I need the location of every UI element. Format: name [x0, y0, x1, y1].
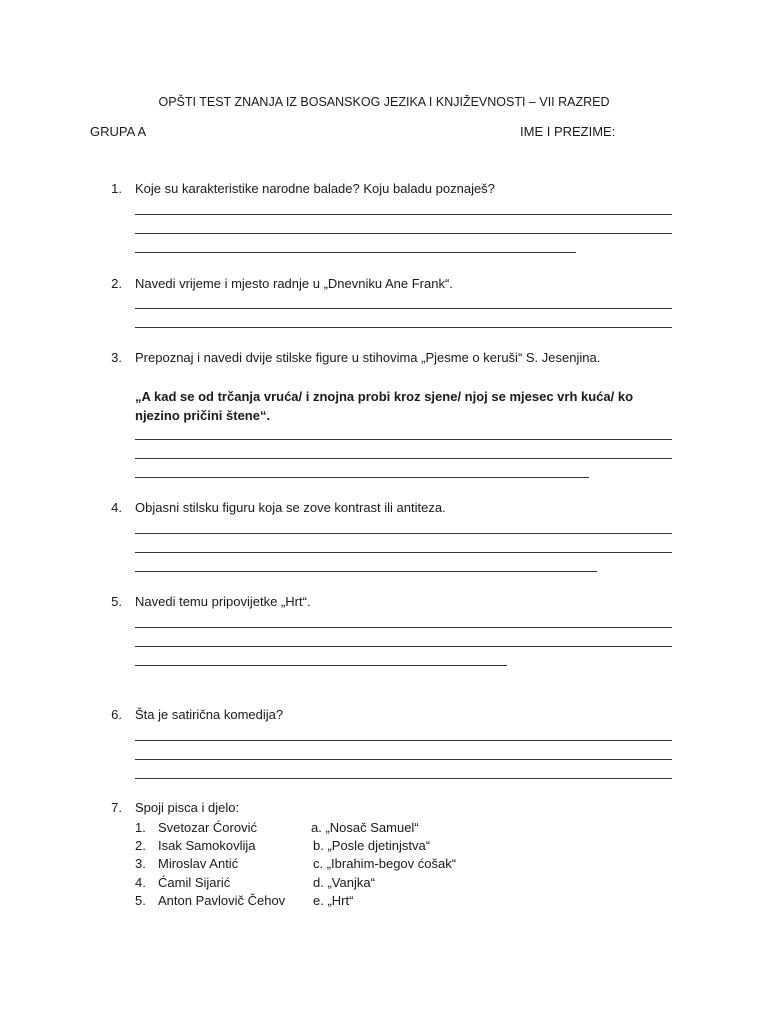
- question-3-number: 3.: [111, 350, 122, 365]
- author-number: 3.: [135, 856, 146, 871]
- question-2-number: 2.: [111, 276, 122, 291]
- author-name: Anton Pavlovič Čehov: [158, 893, 286, 908]
- question-4-text: Objasni stilsku figuru koja se zove kontrast ili antiteza.: [135, 500, 446, 515]
- answer-line[interactable]: [135, 327, 672, 328]
- answer-line[interactable]: [135, 552, 672, 553]
- answer-line[interactable]: [135, 740, 672, 741]
- answer-line[interactable]: [135, 252, 576, 253]
- group-label: GRUPA A: [90, 124, 147, 139]
- author-number: 1.: [135, 820, 146, 835]
- author-name: Isak Samokovlija: [158, 838, 256, 853]
- answer-line[interactable]: [135, 533, 672, 534]
- question-7-text: Spoji pisca i djelo:: [135, 800, 240, 815]
- work-title: c. „Ibrahim-begov ćošak“: [313, 856, 457, 871]
- author-name: Svetozar Ćorović: [158, 820, 257, 835]
- question-4-number: 4.: [111, 500, 122, 515]
- work-title: a. „Nosač Samuel“: [311, 820, 419, 835]
- name-label: IME I PREZIME:: [520, 124, 616, 139]
- answer-line[interactable]: [135, 759, 672, 760]
- author-name: Miroslav Antić: [158, 856, 239, 871]
- question-7-number: 7.: [111, 800, 122, 815]
- work-title: e. „Hrt“: [313, 893, 354, 908]
- answer-line[interactable]: [135, 646, 672, 647]
- question-5-number: 5.: [111, 594, 122, 609]
- answer-line[interactable]: [135, 214, 672, 215]
- question-3-text: Prepoznaj i navedi dvije stilske figure u stihovima „Pjesme o keruši“ S. Jesenjina.: [135, 350, 601, 365]
- answer-line[interactable]: [135, 233, 672, 234]
- answer-line[interactable]: [135, 458, 672, 459]
- work-title: d. „Vanjka“: [313, 875, 375, 890]
- question-6-number: 6.: [111, 707, 122, 722]
- question-1-number: 1.: [111, 181, 122, 196]
- answer-line[interactable]: [135, 571, 597, 572]
- question-1-text: Koje su karakteristike narodne balade? Koju baladu poznaješ?: [135, 181, 495, 196]
- author-number: 5.: [135, 893, 146, 908]
- answer-line[interactable]: [135, 477, 589, 478]
- author-name: Ćamil Sijarić: [158, 875, 231, 890]
- answer-line[interactable]: [135, 665, 507, 666]
- test-title: OPŠTI TEST ZNANJA IZ BOSANSKOG JEZIKA I KNJIŽEVNOSTI – VII RAZRED: [158, 95, 610, 109]
- question-6-text: Šta je satirična komedija?: [135, 707, 284, 722]
- answer-line[interactable]: [135, 627, 672, 628]
- author-number: 4.: [135, 875, 146, 890]
- question-2-text: Navedi vrijeme i mjesto radnje u „Dnevniku Ane Frank“.: [135, 276, 453, 291]
- answer-line[interactable]: [135, 778, 672, 779]
- question-5-text: Navedi temu pripovijetke „Hrt“.: [135, 594, 311, 609]
- answer-line[interactable]: [135, 308, 672, 309]
- work-title: b. „Posle djetinjstva“: [313, 838, 431, 853]
- answer-line[interactable]: [135, 439, 672, 440]
- author-number: 2.: [135, 838, 146, 853]
- question-3-quote: „A kad se od trčanja vruća/ i znojna probi kroz sjene/ njoj se mjesec vrh kuća/ ko njezino pričini štene“.: [135, 389, 634, 423]
